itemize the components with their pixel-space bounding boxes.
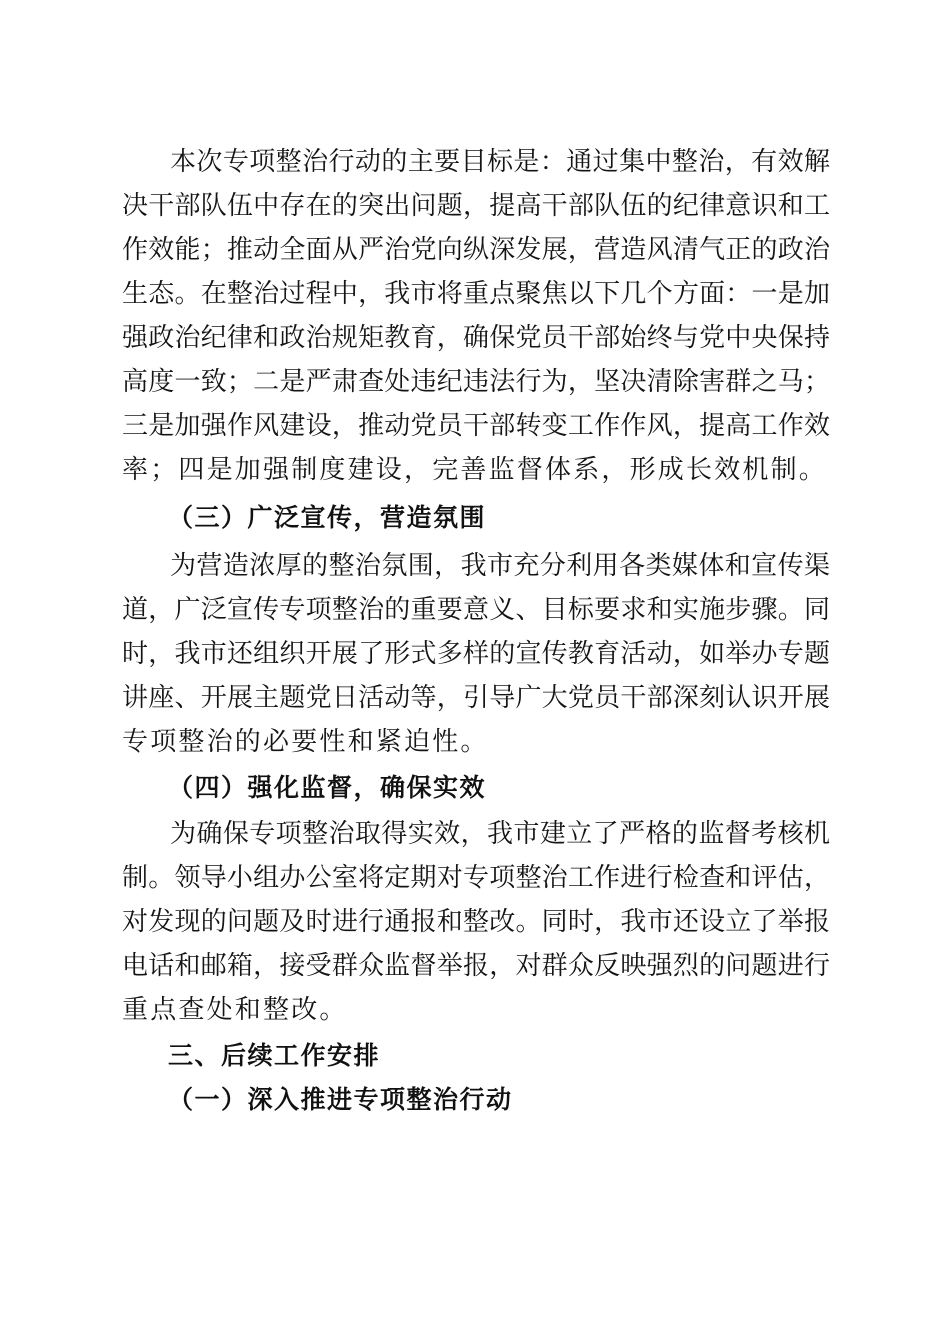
text-line: 专项整治的必要性和紧迫性。 xyxy=(122,727,489,757)
text-line: 重点查处和整改。 xyxy=(122,995,348,1025)
text-line: 为营造浓厚的整治氛围，我市充分利用各类媒体和宣传渠 xyxy=(170,551,830,581)
text-line: 制。领导小组办公室将定期对专项整治工作进行检查和评估， xyxy=(122,863,830,893)
section-subheading: （三）广泛宣传，营造氛围 xyxy=(168,503,487,532)
section-subheading: （四）强化监督，确保实效 xyxy=(168,773,487,802)
section-subheading: （一）深入推进专项整治行动 xyxy=(168,1085,513,1114)
text-line: 高度一致；二是严肃查处违纪违法行为，坚决清除害群之马； xyxy=(122,367,830,397)
text-line: 作效能；推动全面从严治党向纵深发展，营造风清气正的政治 xyxy=(122,235,830,265)
text-line: 对发现的问题及时进行通报和整改。同时，我市还设立了举报 xyxy=(122,907,830,937)
text-line: 电话和邮箱，接受群众监督举报，对群众反映强烈的问题进行 xyxy=(122,951,830,981)
text-line: 道，广泛宣传专项整治的重要意义、目标要求和实施步骤。同 xyxy=(122,595,830,625)
text-line: 率；四是加强制度建设，完善监督体系，形成长效机制。 xyxy=(122,455,828,485)
text-line: 强政治纪律和政治规矩教育，确保党员干部始终与党中央保持 xyxy=(122,323,830,353)
text-line: 生态。在整治过程中，我市将重点聚焦以下几个方面：一是加 xyxy=(122,279,830,309)
text-line: 本次专项整治行动的主要目标是：通过集中整治，有效解 xyxy=(170,147,830,177)
section-heading: 三、后续工作安排 xyxy=(168,1041,381,1070)
text-line: 决干部队伍中存在的突出问题，提高干部队伍的纪律意识和工 xyxy=(122,191,830,221)
text-line: 为确保专项整治取得实效，我市建立了严格的监督考核机 xyxy=(170,819,830,849)
text-line: 讲座、开展主题党日活动等，引导广大党员干部深刻认识开展 xyxy=(122,683,830,713)
text-line: 时，我市还组织开展了形式多样的宣传教育活动，如举办专题 xyxy=(122,639,830,669)
text-line: 三是加强作风建设，推动党员干部转变工作作风，提高工作效 xyxy=(122,411,830,441)
